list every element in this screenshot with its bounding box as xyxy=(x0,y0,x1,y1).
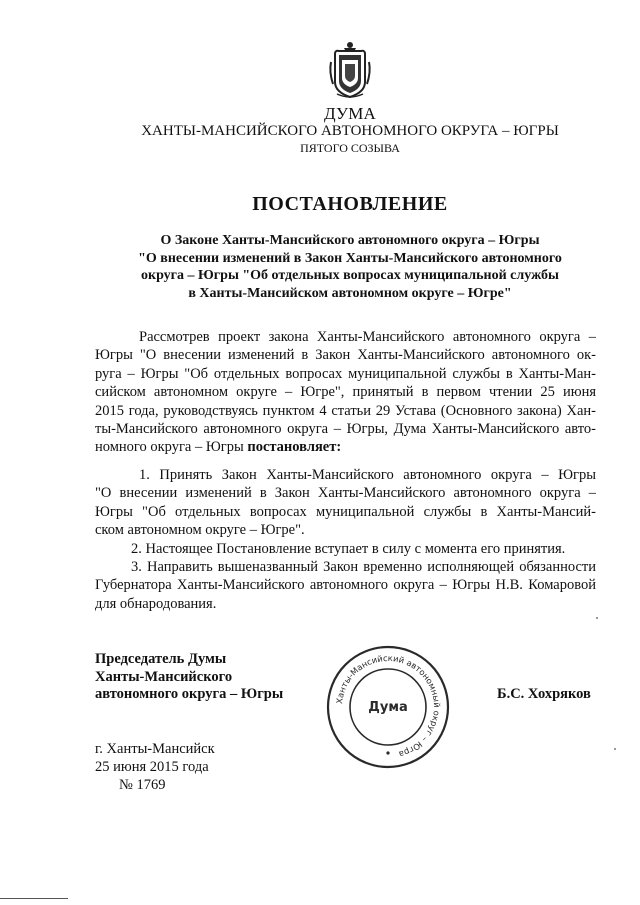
preamble-line: сийском автономном округе – Югре", принятый в первом чтении 25 июня xyxy=(95,384,596,401)
signatory-title-line: Ханты-Мансийского xyxy=(95,668,233,685)
seal-center-text: Дума xyxy=(368,700,408,715)
document-number: № 1769 xyxy=(119,777,166,793)
scan-speck xyxy=(596,617,598,619)
coat-of-arms-emblem xyxy=(327,38,373,100)
scan-speck xyxy=(614,748,616,750)
point-3-line: Губернатора Ханты-Мансийского автономного округа – Югры Н.В. Комаровой xyxy=(95,577,596,594)
signatory-title-line: Председатель Думы xyxy=(95,651,227,667)
signatory-name: Б.С. Хохряков xyxy=(497,686,591,702)
seal-ring-textpath: Ханты-Мансийский автономный округ – Югра xyxy=(334,652,443,760)
document-date: 25 июня 2015 года xyxy=(95,759,209,775)
subject-line: в Ханты-Мансийском автономном округе – Югре" xyxy=(188,285,512,301)
subject-line: округа – Югры "Об отдельных вопросах муниципальной службы xyxy=(141,268,559,284)
seal-dot xyxy=(386,751,389,754)
preamble-last-line xyxy=(95,438,596,456)
signatory-title xyxy=(95,651,283,704)
preamble-paragraph xyxy=(95,328,596,457)
point-1-line: ском автономном округе – Югре". xyxy=(95,522,305,539)
point-3-line: 3. Направить вышеназванный Закон временно исполняющей обязанности xyxy=(131,559,596,576)
signatory-title-line: автономного округа – Югры xyxy=(95,686,284,702)
preamble-line: 2015 года, руководствуясь пунктом 4 статьи 29 Устава (Основного закона) Хан- xyxy=(95,402,596,419)
document-footer xyxy=(95,740,215,794)
point-1-line: Югры "Об отдельных вопросах муниципальной службы в Ханты-Мансий- xyxy=(95,503,596,520)
duma-title: ДУМА xyxy=(323,104,377,123)
document-subject xyxy=(30,232,640,302)
preamble-line: ты-Мансийского автономного округа – Югры, Дума Ханты-Мансийского авто- xyxy=(95,421,596,438)
duma-convocation: ПЯТОГО СОЗЫВА xyxy=(300,141,400,155)
preamble-line: Рассмотрев проект закона Ханты-Мансийского автономного округа – xyxy=(139,329,596,345)
subject-line: "О внесении изменений в Закон Ханты-Мансийского автономного xyxy=(138,250,562,266)
preamble-verb: постановляет: xyxy=(247,439,342,456)
scan-edge-line xyxy=(0,898,68,899)
preamble-line: руга – Югры "Об отдельных вопросах муниципальной службы в Ханты-Ман- xyxy=(95,365,596,382)
resolution-points xyxy=(95,466,596,613)
preamble-line: Югры "О внесении изменений в Закон Ханты-Мансийского автономного ок- xyxy=(95,347,596,364)
subject-line: О Законе Ханты-Мансийского автономного округа – Югры xyxy=(160,233,540,248)
point-1-line: 1. Принять Закон Ханты-Мансийского автономного округа – Югры xyxy=(139,467,596,483)
official-seal xyxy=(324,643,452,771)
point-3-line: для обнародования. xyxy=(95,595,217,612)
duma-region: ХАНТЫ-МАНСИЙСКОГО АВТОНОМНОГО ОКРУГА – ЮГРЫ xyxy=(141,123,559,139)
document-place: г. Ханты-Мансийск xyxy=(95,741,215,757)
point-1-line: "О внесении изменений в Закон Ханты-Мансийского автономного округа – xyxy=(95,485,596,502)
preamble-line: номного округа – Югры xyxy=(95,439,244,456)
point-2: 2. Настоящее Постановление вступает в силу с момента его принятия. xyxy=(131,540,566,557)
document-type-title: ПОСТАНОВЛЕНИЕ xyxy=(252,193,448,215)
